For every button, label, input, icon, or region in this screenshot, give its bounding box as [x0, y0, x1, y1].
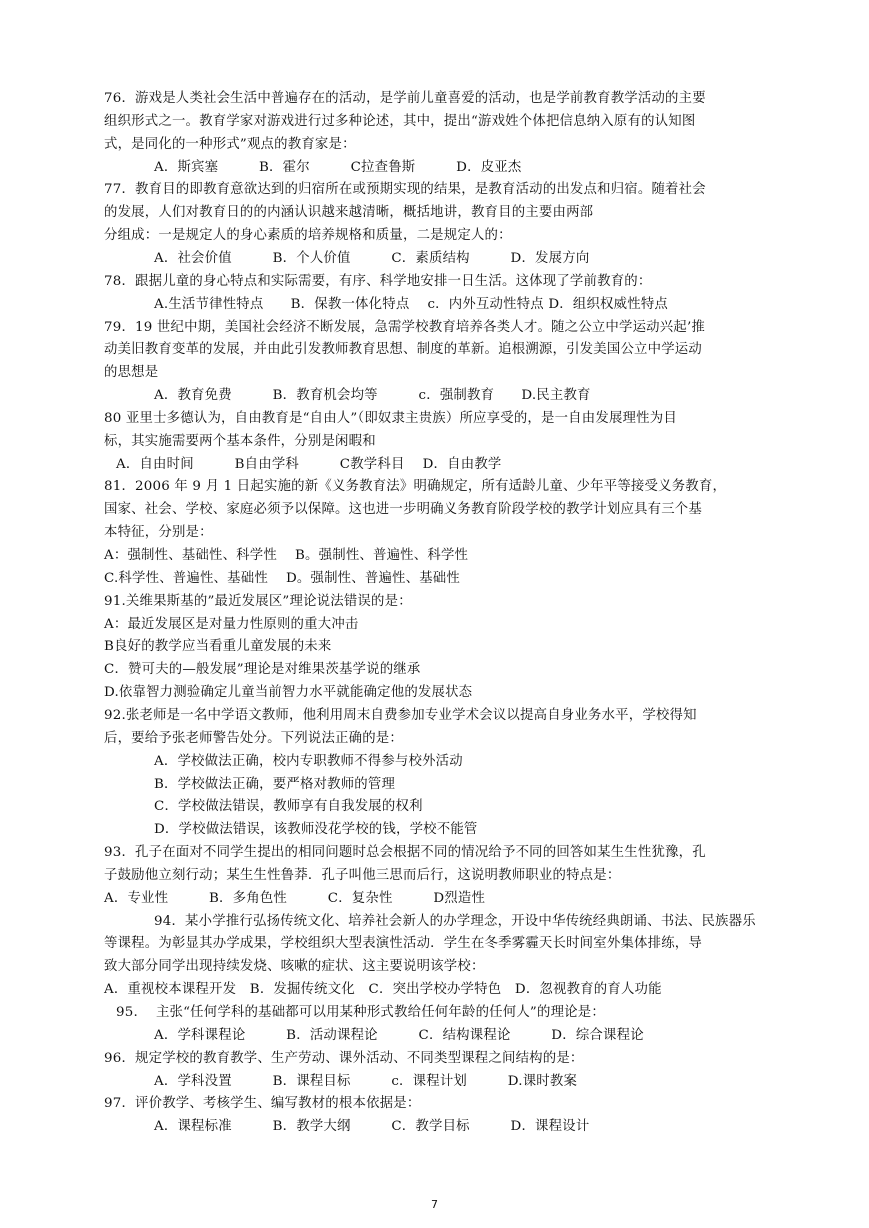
text-line: A．斯宾塞 B．霍尔 C拉查鲁斯 D．皮亚杰 [154, 160, 522, 175]
text-line: A．专业性 B．多角色性 C．复杂性 D烈造性 [104, 891, 486, 906]
text-line: B良好的教学应当看重儿童发展的未来 [104, 639, 332, 654]
text-line: B．学校做法正确，要严格对教师的管理 [154, 777, 396, 792]
text-line: A．学科没置 B．课程目标 c．课程计划 D.课时教案 [154, 1074, 578, 1089]
text-line: A．自由时间 B自由学科 C教学科目 D．自由教学 [116, 457, 502, 472]
text-line: A.生活节律性特点 B．保教一体化特点 c．内外互动性特点 D．组织权威性特点 [154, 297, 668, 312]
text-line: 80 亚里士多德认为，自由教育是“自由人”（即奴隶主贵族）所应享受的，是一自由发展理性为目 [104, 411, 677, 426]
text-line: 子鼓励他立刻行动；某生生性鲁莽．孔子叫他三思而后行，这说明教师职业的特点是： [104, 868, 621, 883]
text-line: A：强制性、基础性、科学性 B。强制性、普遍性、科学性 [104, 548, 469, 563]
text-line: 95. 主张“任何学科的基础都可以用某种形式教给任何年龄的任何人”的理论是： [116, 1005, 605, 1020]
text-line: 94．某小学推行弘扬传统文化、培养社会新人的办学理念，开设中华传统经典朗诵、书法、民族器乐 [154, 914, 756, 929]
text-line: 93．孔子在面对不同学生提出的相同问题时总会根据不同的情况给予不同的回答如某生生性犹豫，孔 [104, 845, 706, 860]
text-line: C.科学性、普遍性、基础性 D。强制性、普遍性、基础性 [104, 571, 460, 586]
text-line: 81．2006 年 9 月 1 日起实施的新《义务教育法》明确规定，所有适龄儿童、少年平等接受义务教育， [104, 479, 727, 494]
text-line: 92.张老师是一名中学语文教师，他利用周末自费参加专业学术会议以提高自身业务水平，学校得知 [104, 708, 697, 723]
text-line: 的思想是 [104, 365, 159, 380]
text-line: 97．评价教学、考核学生、编写教材的根本依据是： [104, 1096, 421, 1111]
text-line: D．学校做法错误，该教师没花学校的钱，学校不能管 [154, 822, 478, 837]
text-line: 式，是同化的一种形式”观点的教育家是： [104, 137, 356, 152]
text-line: C．赞可夫的—般发展”理论是对维果茨基学说的继承 [104, 662, 421, 677]
text-line: 91.关维果斯基的”最近发展区”理论说法错误的是： [104, 594, 412, 609]
text-line: C．学校做法错误，教师享有自我发展的权利 [154, 799, 423, 814]
text-line: 78．跟据儿童的身心特点和实际需要，有序、科学地安排一日生活。这体现了学前教育的： [104, 274, 652, 289]
text-line: A．教育免费 B．教育机会均等 c．强制教育 D.民主教育 [154, 388, 591, 403]
text-line: D.依靠智力测验确定儿童当前智力水平就能确定他的发展状态 [104, 685, 473, 700]
text-line: A．重视校本课程开发 B．发掘传统文化 C．突出学校办学特色 D．忽视教育的育人功能 [104, 982, 662, 997]
text-line: 本特征，分别是： [104, 525, 213, 540]
text-line: A．学校做法正确，校内专职教师不得参与校外活动 [154, 754, 463, 769]
text-line: 76．游戏是人类社会生活中普遍存在的活动，是学前儿童喜爱的活动，也是学前教育教学活动的主要 [104, 91, 706, 106]
text-line: A：最近发展区是对量力性原则的重大冲击 [104, 617, 359, 632]
text-line: 国家、社会、学校、家庭必须予以保障。这也进一步明确义务教育阶段学校的教学计划应具有三个基 [104, 502, 702, 517]
text-line: 79．19 世纪中期，美国社会经济不断发展，急需学校教育培养各类人才。随之公立中学运动兴起’推 [104, 320, 706, 335]
text-line: 77．教育目的即教育意欲达到的归宿所在或预期实现的结果，是教育活动的出发点和归宿。随着社会 [104, 182, 706, 197]
text-line: 标，其实施需要两个基本条件，分别是闲暇和 [104, 434, 376, 449]
text-line: 的发展，人们对教育日的的内涵认识越来越清晰，概括地讲，教育目的主要由两部 [104, 205, 594, 220]
text-line: 后，要给予张老师警告处分。下列说法正确的是： [104, 731, 403, 746]
text-line: 等课程。为彰显其办学成果，学校组织大型表演性活动．学生在冬季雾霾天长时间室外集体排练，导 [104, 936, 702, 951]
text-line: 动美旧教育变革的发展，并由此引发教师教育思想、制度的革新。追根溯源，引发美国公立中学运动 [104, 342, 702, 357]
text-line: 组织形式之一。教育学家对游戏进行过多种论述，其中，提出“游戏姓个体把信息纳入原有的认知图 [104, 114, 696, 129]
text-line: A．社会价值 B．个人价值 C．素质结构 D．发展方向 [154, 251, 590, 266]
text-line: 96．规定学校的教育教学、生产劳动、课外活动、不同类型课程之间结构的是： [104, 1051, 584, 1066]
text-line: 致大部分同学出现持续发烧、咳嗽的症状、这主要说明该学校： [104, 959, 485, 974]
text-line: A．学科课程论 B．活动课程论 C．结构课程论 D．综合课程论 [154, 1028, 644, 1043]
text-line: 分组成：一是规定人的身心素质的培养规格和质量，二是规定人的： [104, 228, 512, 243]
text-line: A．课程标准 B．教学大纲 C．教学目标 D．课程设计 [154, 1119, 590, 1134]
page-number: 7 [431, 1198, 438, 1211]
